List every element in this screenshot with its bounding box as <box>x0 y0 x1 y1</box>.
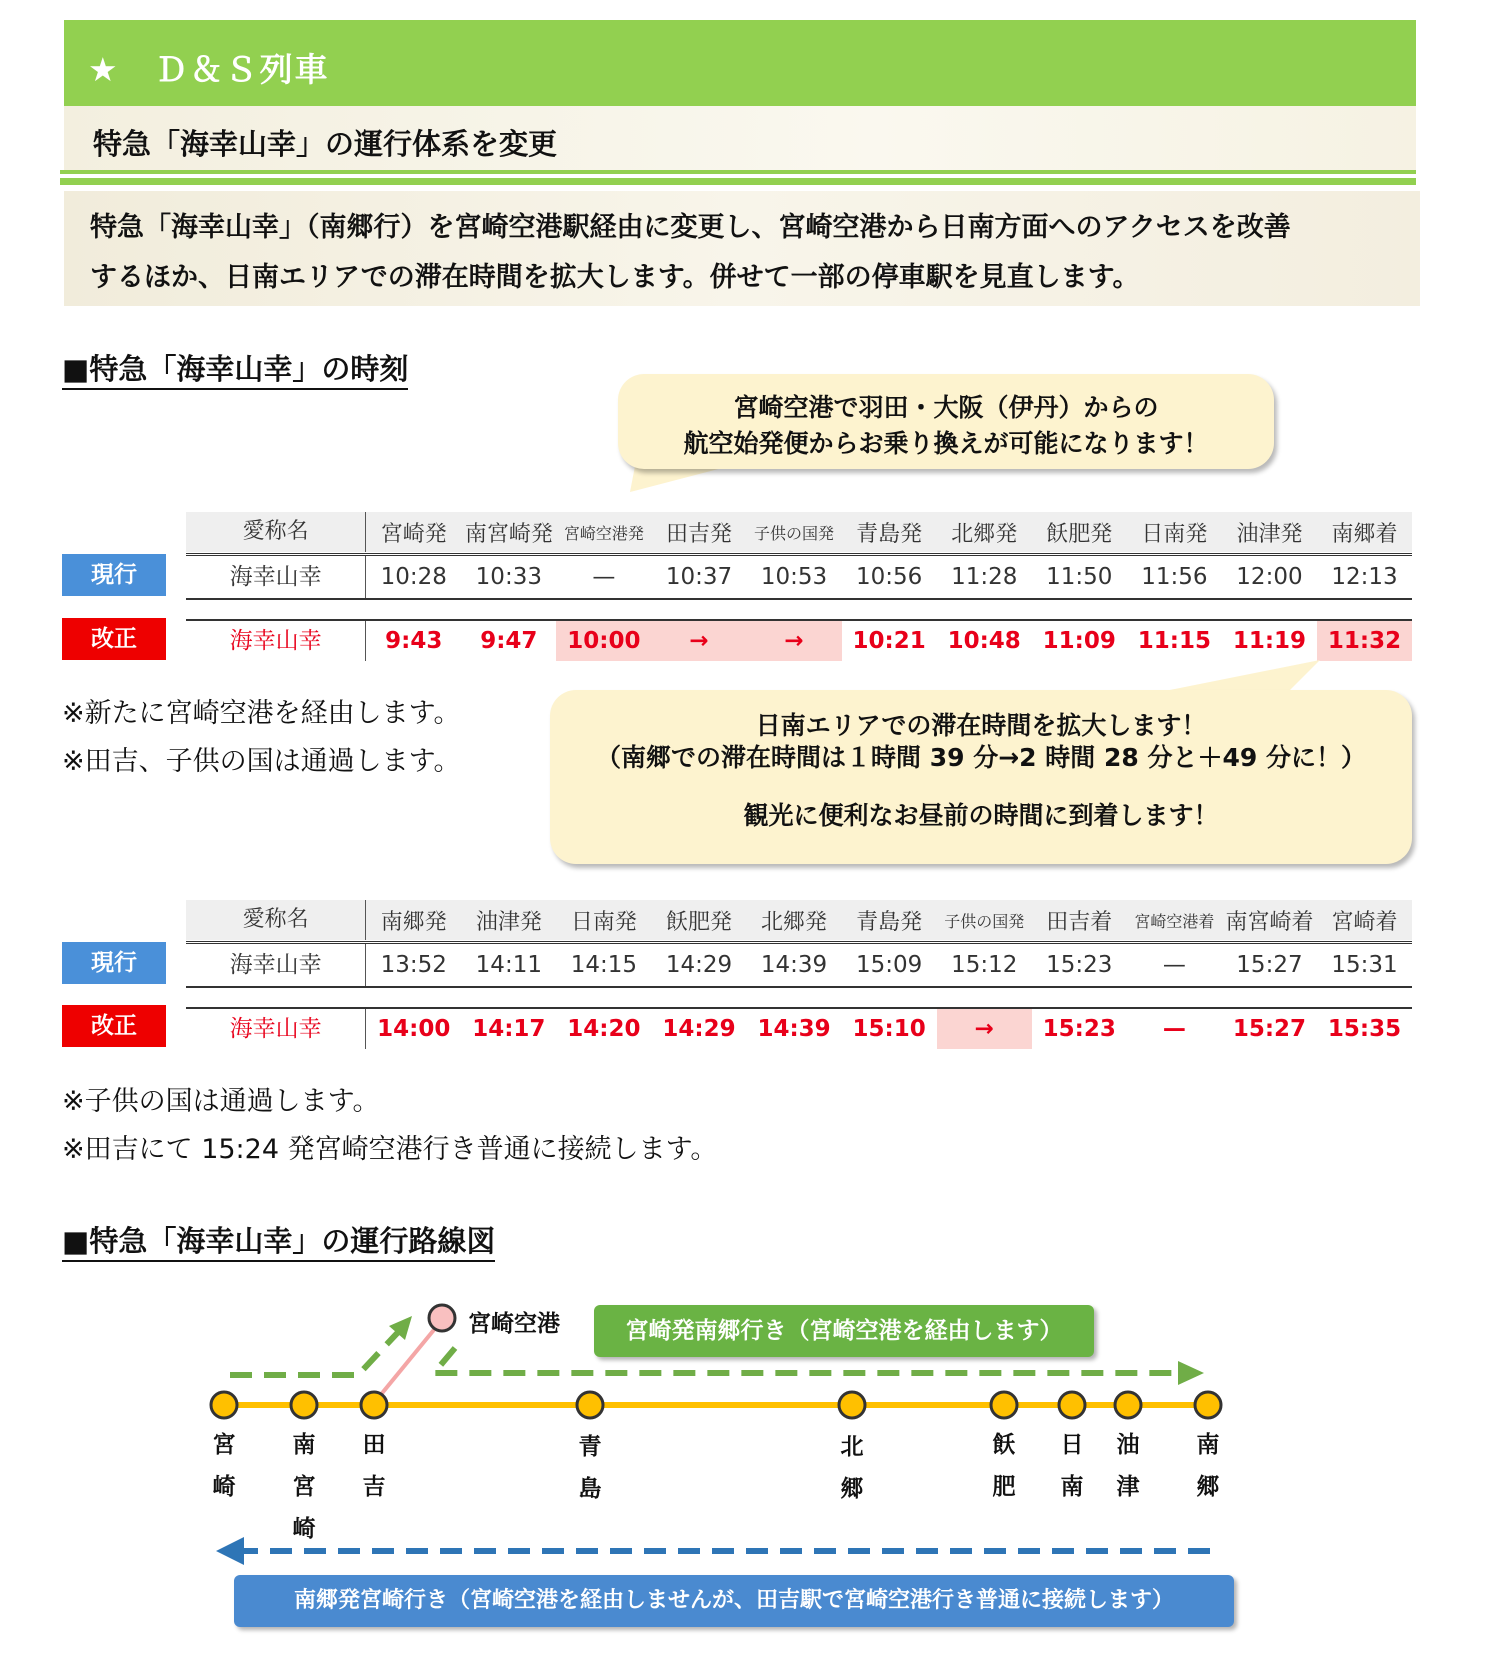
time-cell: 13:52 <box>380 952 447 978</box>
timetable-heading: ■特急「海幸山幸」の時刻 <box>62 350 408 390</box>
station-label-char: 肥 <box>992 1474 1016 1500</box>
train-name: 海幸山幸 <box>186 944 366 986</box>
station-marker <box>361 1392 387 1418</box>
column-header: 宮崎空港発 <box>563 523 644 543</box>
station-marker <box>839 1392 865 1418</box>
column-header: 宮崎空港着 <box>1134 911 1215 931</box>
column-header: 南郷着 <box>1331 521 1398 547</box>
time-cell: 15:12 <box>951 952 1018 978</box>
column-header: 油津発 <box>1236 521 1303 547</box>
airport-label: 宮崎空港 <box>468 1311 560 1337</box>
arrowhead <box>216 1537 244 1565</box>
time-cell-changed: 11:32 <box>1317 621 1412 661</box>
note: ※田吉、子供の国は通過します。 <box>62 746 461 777</box>
time-cell: 15:27 <box>1232 1016 1307 1042</box>
time-cell: — <box>1162 952 1186 978</box>
time-cell: 14:11 <box>475 952 542 978</box>
column-header: 日南発 <box>1141 521 1208 547</box>
time-cell: 10:21 <box>852 628 926 654</box>
arrowhead <box>1178 1361 1204 1385</box>
station-label-char: 郷 <box>1196 1474 1220 1500</box>
station-marker <box>211 1392 237 1418</box>
station-marker <box>991 1392 1017 1418</box>
station-label-char: 田 <box>362 1432 386 1458</box>
time-cell-pass: → <box>651 621 746 661</box>
column-header: 田吉発 <box>665 521 732 547</box>
name-header: 愛称名 <box>186 512 366 552</box>
station-label-char: 郷 <box>840 1476 864 1502</box>
note: ※田吉にて 15:24 発宮崎空港行き普通に接続します。 <box>62 1134 718 1165</box>
time-cell: 14:39 <box>757 1016 831 1042</box>
station-label-char: 飫 <box>992 1432 1016 1458</box>
time-cell: 9:47 <box>480 628 538 654</box>
column-header: 子供の国発 <box>754 523 835 543</box>
station-label <box>1188 1424 1228 1508</box>
column-header: 南宮崎発 <box>464 521 553 547</box>
station-label <box>570 1426 610 1510</box>
train-name: 海幸山幸 <box>186 1009 366 1049</box>
time-cell: 11:28 <box>951 564 1018 590</box>
callout-line: 航空始発便からお乗り換えが可能になります！ <box>683 429 1209 458</box>
station-marker <box>577 1392 603 1418</box>
column-header: 青島発 <box>856 521 923 547</box>
map-heading: ■特急「海幸山幸」の運行路線図 <box>62 1222 495 1262</box>
station-marker <box>291 1392 317 1418</box>
time-cell: 12:00 <box>1236 564 1303 590</box>
time-cell: 9:43 <box>385 628 443 654</box>
time-cell: 15:23 <box>1042 1016 1116 1042</box>
column-header: 飫肥発 <box>665 909 732 935</box>
page-subtitle: 特急「海幸山幸」の運行体系を変更 <box>93 127 558 161</box>
station-label <box>284 1424 324 1550</box>
time-cell: 11:19 <box>1232 628 1307 654</box>
station-label-char: 南 <box>1060 1474 1084 1500</box>
train-name: 海幸山幸 <box>186 556 366 598</box>
time-cell: 10:37 <box>665 564 733 590</box>
callout-line: 宮崎空港で羽田・大阪（伊丹）からの <box>733 393 1159 422</box>
station-label-char: 南 <box>1196 1432 1220 1458</box>
label-revised: 改正 <box>62 1005 166 1047</box>
time-cell: 15:27 <box>1236 952 1303 978</box>
train-name: 海幸山幸 <box>186 621 366 661</box>
time-cell-changed: 10:00 <box>556 621 651 661</box>
column-header: 田吉着 <box>1046 909 1113 935</box>
station-label-char: 津 <box>1116 1474 1140 1500</box>
up-route-label: 南郷発宮崎行き（宮崎空港を経由しませんが、田吉駅で宮崎空港行き普通に接続します） <box>234 1575 1234 1627</box>
column-header: 宮崎着 <box>1331 909 1398 935</box>
station-label-char: 吉 <box>362 1474 386 1500</box>
label-revised: 改正 <box>62 618 166 660</box>
time-cell: 15:23 <box>1046 952 1113 978</box>
column-header: 日南発 <box>570 909 637 935</box>
station-label <box>984 1424 1024 1508</box>
time-cell: 10:48 <box>947 628 1021 654</box>
column-header: 飫肥発 <box>1046 521 1113 547</box>
column-header: 油津発 <box>475 909 542 935</box>
station-label-char: 日 <box>1060 1432 1084 1458</box>
time-cell: 11:09 <box>1042 628 1116 654</box>
time-cell: 15:10 <box>852 1016 926 1042</box>
time-cell: 14:17 <box>472 1016 546 1042</box>
station-label <box>204 1424 244 1508</box>
callout-line: （南郷での滞在時間は１時間 39 分→2 時間 28 分と＋49 分に！） <box>596 743 1366 772</box>
time-cell: 12:13 <box>1331 564 1398 590</box>
intro-line-1: 特急「海幸山幸」（南郷行）を宮崎空港駅経由に変更し、宮崎空港から日南方面へのアクセスを改善 <box>90 212 1291 243</box>
station-label-char: 宮 <box>212 1432 236 1458</box>
time-cell: 10:56 <box>855 564 923 590</box>
time-cell-pass: → <box>747 621 842 661</box>
time-cell: — <box>1162 1016 1186 1042</box>
station-label-char: 崎 <box>292 1516 316 1542</box>
note: ※子供の国は通過します。 <box>62 1086 380 1117</box>
station-label-char: 油 <box>1116 1432 1140 1458</box>
station-marker <box>1115 1392 1141 1418</box>
time-cell-pass: → <box>937 1009 1032 1049</box>
label-current: 現行 <box>62 554 166 596</box>
column-header: 宮崎発 <box>380 521 447 547</box>
time-cell: 10:33 <box>475 564 542 590</box>
column-header: 子供の国発 <box>944 911 1025 931</box>
time-cell: 11:50 <box>1046 564 1113 590</box>
airport-station-marker <box>429 1305 455 1331</box>
time-cell: 14:20 <box>567 1016 641 1042</box>
time-cell: — <box>592 564 616 590</box>
time-cell: 10:53 <box>760 564 828 590</box>
station-label <box>1052 1424 1092 1508</box>
station-label-char: 崎 <box>212 1474 236 1500</box>
down-route-label: 宮崎発南郷行き（宮崎空港を経由します） <box>594 1305 1094 1357</box>
station-marker <box>1195 1392 1221 1418</box>
banner-title: ★ Ｄ＆Ｓ列車 <box>88 50 330 89</box>
name-header: 愛称名 <box>186 900 366 940</box>
time-cell: 14:00 <box>377 1016 451 1042</box>
time-cell: 14:39 <box>760 952 828 978</box>
station-label <box>1108 1424 1148 1508</box>
time-cell: 15:09 <box>855 952 923 978</box>
station-label <box>832 1426 872 1510</box>
time-cell: 15:31 <box>1331 952 1398 978</box>
station-label-char: 宮 <box>292 1474 316 1500</box>
column-header: 青島発 <box>856 909 923 935</box>
time-cell: 14:15 <box>570 952 638 978</box>
column-header: 南郷発 <box>380 909 447 935</box>
station-label-char: 北 <box>840 1434 864 1460</box>
callout-line: 観光に便利なお昼前の時間に到着します！ <box>743 801 1219 830</box>
airport-branch-line <box>374 1320 442 1403</box>
callout-line: 日南エリアでの滞在時間を拡大します！ <box>755 711 1207 740</box>
time-cell: 11:15 <box>1137 628 1211 654</box>
time-cell: 11:56 <box>1141 564 1208 590</box>
time-cell: 14:29 <box>662 1016 736 1042</box>
column-header: 北郷発 <box>761 909 828 935</box>
label-current: 現行 <box>62 942 166 984</box>
note: ※新たに宮崎空港を経由します。 <box>62 698 461 729</box>
station-label <box>354 1424 394 1508</box>
station-label-char: 南 <box>292 1432 316 1458</box>
time-cell: 15:35 <box>1327 1016 1402 1042</box>
column-header: 北郷発 <box>951 521 1018 547</box>
time-cell: 10:28 <box>380 564 447 590</box>
time-cell: 14:29 <box>665 952 733 978</box>
station-marker <box>1059 1392 1085 1418</box>
station-label-char: 島 <box>578 1476 602 1502</box>
station-label-char: 青 <box>578 1434 602 1460</box>
down-route-arrow-1 <box>230 1328 402 1375</box>
intro-line-2: するほか、日南エリアでの滞在時間を拡大します。併せて一部の停車駅を見直します。 <box>90 262 1140 293</box>
column-header: 南宮崎着 <box>1225 909 1314 935</box>
